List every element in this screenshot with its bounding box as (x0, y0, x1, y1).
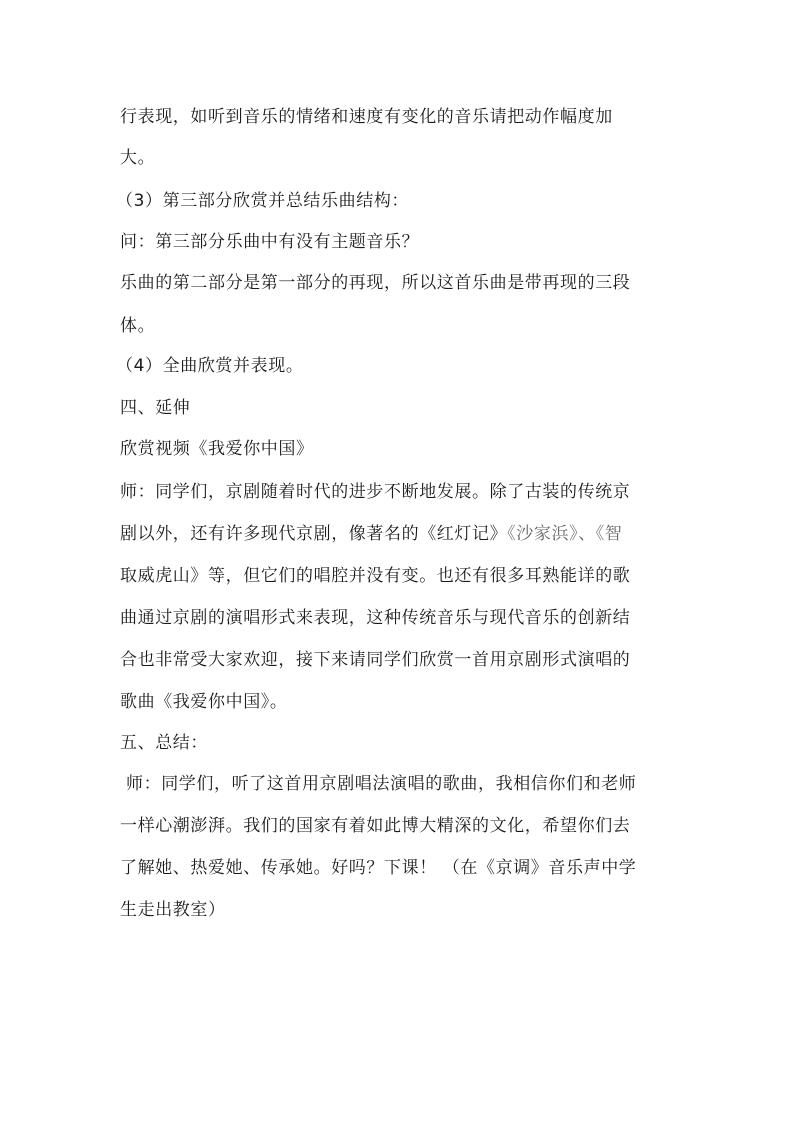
text-line-2: 大。 (120, 148, 156, 168)
text-line-11-main: 剧以外，还有许多现代京剧，像著名的《红灯记》 (120, 524, 508, 544)
section-heading-extension: 四、延伸 (120, 398, 191, 418)
text-line-11 (120, 519, 700, 549)
section-heading-4: （4）全曲欣赏并表现。 (116, 356, 304, 376)
text-line-18: 一样心潮澎湃。我们的国家有着如此博大精深的文化，希望你们去 (120, 816, 631, 836)
text-line-12: 取威虎山》等，但它们的唱腔并没有变。也还有很多耳熟能详的歌 (120, 566, 631, 586)
text-line-20: 生走出教室） (120, 900, 226, 920)
text-line-13: 曲通过京剧的演唱形式来表现，这种传统音乐与现代音乐的创新结 (120, 608, 631, 628)
text-line-19: 了解她、热爱她、传承她。好吗？下课！ （在《京调》音乐声中学 (120, 858, 637, 878)
text-line-15: 歌曲《我爱你中国》。 (120, 692, 288, 712)
text-line-6: 体。 (120, 316, 156, 336)
text-line-10: 师：同学们，京剧随着时代的进步不断地发展。除了古装的传统京 (120, 482, 631, 502)
text-line-1: 行表现，如听到音乐的情绪和速度有变化的音乐请把动作幅度加 (120, 107, 613, 127)
section-heading-3: （3）第三部分欣赏并总结乐曲结构： (116, 191, 410, 211)
question-line: 问：第三部分乐曲中有没有主题音乐？ (120, 232, 420, 252)
section-heading-summary: 五、总结： (120, 733, 208, 753)
text-line-14: 合也非常受大家欢迎，接下来请同学们欣赏一首用京剧形式演唱的 (120, 650, 631, 670)
video-title-line: 欣赏视频《我爱你中国》 (120, 439, 314, 459)
text-line-5: 乐曲的第二部分是第一部分的再现，所以这首乐曲是带再现的三段 (120, 273, 631, 293)
text-line-17: 师：同学们，听了这首用京剧唱法演唱的歌曲，我相信你们和老师 (126, 774, 637, 794)
text-line-11-tail: 《沙家浜》、《智 (507, 524, 623, 544)
